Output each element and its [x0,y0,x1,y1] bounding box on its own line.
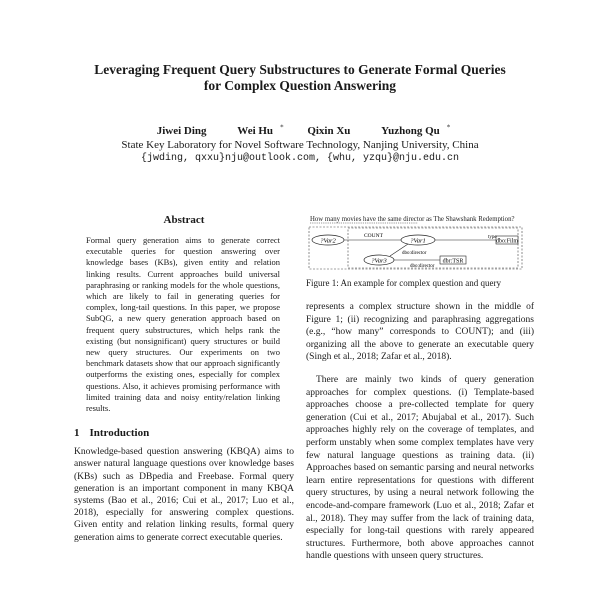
paragraph: represents a complex structure shown in the middle of Figure 1; (ii) recognizing and paraphrasing aggregations (e.g., “how many” corresponds to COUNT); and (iii) organizing all the above to generate an executable query (Singh et al., 2018; Zafar et al., 2018). [306,302,534,363]
node-var2-label: ?Var2 [320,237,336,245]
author-name: Jiwei Ding [156,124,207,137]
figure-caption: Figure 1: An example for complex question and query [306,278,501,288]
figure-question-text: How many movies have the same director as The Shawshank Redemption? [310,216,515,223]
query-graph-diagram [306,213,534,275]
paragraph: There are mainly two kinds of query generation approaches for complex questions. (i) Template-based approaches choose a pre-collected template for query generation (Cui et al., 2017; Abujabal et al., 2017). Such approaches highly rely on the coverage of templates, and perform unstably when some complex templates have very few natural language questions as training data. (ii) Approaches based on semantic parsing and neural networks learn entire representations for questions with different query structures, by using a neural network following the encode-and-compare framework (Luo et al., 2018; Zafar et al., 2018). They may suffer from the lack of training data, especially for long-tail questions with rarely appeared structures. Furthermore, both above approaches cannot handle questions with unseen query structures. [306,374,534,562]
title-line-2: for Complex Question Answering [203,78,397,93]
left-column [74,213,294,544]
query-outer-box [309,227,522,269]
right-column-text [306,301,534,563]
section-title: Introduction [89,427,150,440]
corresponding-mark: * [446,123,451,131]
author-name: Yuzhong Qu * [381,123,451,137]
affiliation: State Key Laboratory for Novel Software Technology, Nanjing University, China [121,138,479,151]
author-block [60,120,540,166]
paper-title [60,62,540,94]
author-name: Qixin Xu [307,124,351,137]
class-node-label: dbo:Film [495,238,519,245]
author-name: Wei Hu * [237,123,284,137]
edge-director-1-label: dbo:director [402,251,427,256]
author-names [60,120,540,138]
edge-director-2-label: dbo:director [410,264,435,269]
introduction-text: Knowledge-based question answering (KBQA) aims to answer natural language questions over knowledge bases (KBs) such as DBpedia and Freebase. Formal query generation is an important component in many KBQA systems (Bao et al., 2016; Cui et al., 2017; Luo et al., 2018), especially for answering complex questions. Given entity and relation linking results, formal query generation aims to generate correct executable queries. [74,447,294,543]
corresponding-mark: * [280,123,284,131]
abstract-text: Formal query generation aims to generate correct executable queries for question answering over knowledge bases (KBs), given entity and relation linking results. Current approaches build universal paraphrasing or ranking models for the whole questions, which are likely to fail in generating queries for complex, long-tail questions. In this paper, we propose SubQG, a new query generation approach based on frequent query substructures, which helps rank the existing (but nonsignificant) query structures or build new query structures. Our experiments on two benchmark datasets show that our approach significantly outperforms the existing ones, especially for complex questions. Also, it achieves promising performance with limited training data and noisy entity/relation linking results. [86,235,280,414]
section-heading-introduction [74,426,294,440]
title-line-1: Leveraging Frequent Query Substructures to Generate Formal Queries [94,62,506,77]
author-emails: {jwding, qxxu}nju@outlook.com, {whu, yzqu}@nju.edu.cn [140,152,460,164]
node-var1-label: ?Var1 [410,237,426,245]
entity-node-label: dbr:TSR [442,258,464,265]
section-number: 1 [74,427,80,440]
edge-count-label: COUNT [364,233,383,239]
edge-type-label: type [488,235,497,240]
figure-1 [306,213,534,275]
abstract-heading: Abstract [163,214,205,226]
right-column [306,213,534,573]
node-var3-label: ?Var3 [371,257,387,265]
